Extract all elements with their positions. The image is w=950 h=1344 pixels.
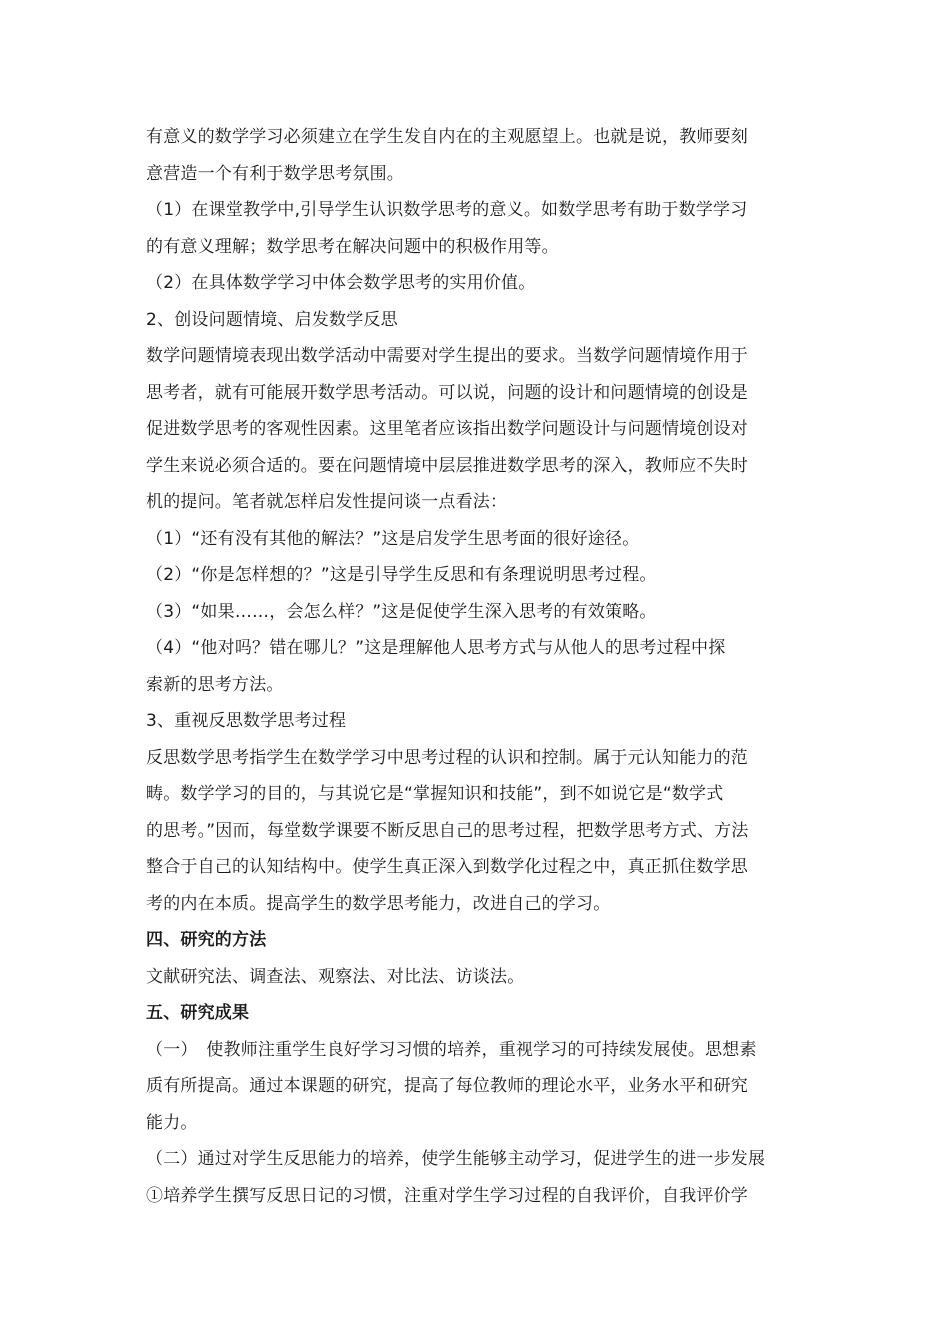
paragraph-line: （4）“他对吗？错在哪儿？”这是理解他人思考方式与从他人的思考过程中探 <box>146 638 726 658</box>
paragraph-line: （1）在课堂教学中,引导学生认识数学思考的意义。如数学思考有助于数学学习 <box>146 200 748 220</box>
paragraph-line: （二）通过对学生反思能力的培养，使学生能够主动学习，促进学生的进一步发展 <box>146 1149 766 1169</box>
paragraph-line: 机的提问。笔者就怎样启发性提问谈一点看法： <box>146 492 508 512</box>
paragraph-line: （一） 使教师注重学生良好学习习惯的培养，重视学习的可持续发展使。思想素 <box>146 1039 757 1060</box>
paragraph-line: ①培养学生撰写反思日记的习惯，注重对学生学习过程的自我评价，自我评价学 <box>146 1185 748 1206</box>
paragraph-line: （2）“你是怎样想的？”这是引导学生反思和有条理说明思考过程。 <box>146 565 657 585</box>
paragraph-line: 整合于自己的认知结构中。使学生真正深入到数学化过程之中，真正抓住数学思 <box>146 857 748 877</box>
paragraph-line: 的有意义理解；数学思考在解决问题中的积极作用等。 <box>146 236 559 257</box>
paragraph-line: 考的内在本质。提高学生的数学思考能力，改进自己的学习。 <box>146 893 611 914</box>
paragraph-line: 能力。 <box>146 1112 198 1133</box>
paragraph-line: 3、重视反思数学思考过程 <box>146 711 347 731</box>
paragraph-line: 数学问题情境表现出数学活动中需要对学生提出的要求。当数学问题情境作用于 <box>146 346 748 366</box>
paragraph-line: 有意义的数学学习必须建立在学生发自内在的主观愿望上。也就是说，教师要刻 <box>146 127 748 147</box>
paragraph-line: 的思考。”因而，每堂数学课要不断反思自己的思考过程，把数学思考方式、方法 <box>146 820 749 841</box>
paragraph-line: 畴。数学学习的目的，与其说它是“掌握知识和技能”，到不如说它是“数学式 <box>146 784 724 804</box>
section-heading: 四、研究的方法 <box>146 930 267 950</box>
paragraph-line: 思考者，就有可能展开数学思考活动。可以说，问题的设计和问题情境的创设是 <box>146 382 748 403</box>
paragraph-line: （1）“还有没有其他的解法？”这是启发学生思考面的很好途径。 <box>146 528 640 549</box>
section-heading: 五、研究成果 <box>146 1003 250 1023</box>
document-page <box>146 119 816 1214</box>
paragraph-line: 促进数学思考的客观性因素。这里笔者应该指出数学问题设计与问题情境创设对 <box>146 419 748 439</box>
paragraph-line: 意营造一个有利于数学思考氛围。 <box>146 163 404 184</box>
paragraph-line: 质有所提高。通过本课题的研究，提高了每位教师的理论水平，业务水平和研究 <box>146 1076 748 1096</box>
paragraph-line: 文献研究法、调查法、观察法、对比法、访谈法。 <box>146 966 525 987</box>
paragraph-line: 学生来说必须合适的。要在问题情境中层层推进数学思考的深入，教师应不失时 <box>146 455 748 476</box>
paragraph-line: （3）“如果……，会怎么样？”这是促使学生深入思考的有效策略。 <box>146 601 657 622</box>
paragraph-line: 索新的思考方法。 <box>146 674 284 695</box>
paragraph-line: 反思数学思考指学生在数学学习中思考过程的认识和控制。属于元认知能力的范 <box>146 747 748 768</box>
paragraph-line: （2）在具体数学学习中体会数学思考的实用价值。 <box>146 273 536 293</box>
paragraph-line: 2、创设问题情境、启发数学反思 <box>146 309 398 330</box>
